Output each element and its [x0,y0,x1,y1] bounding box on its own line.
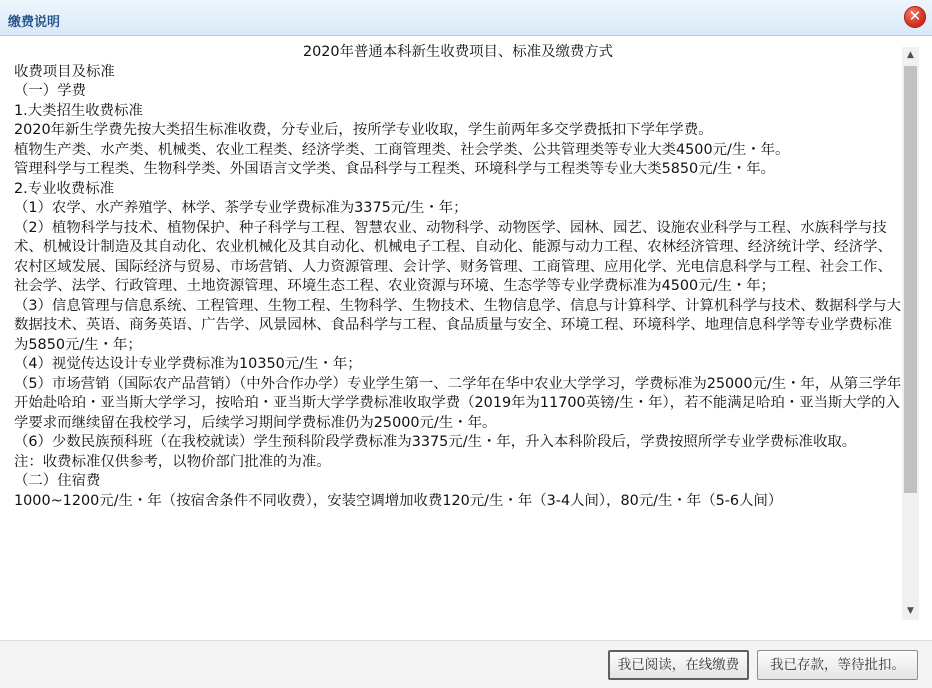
scroll-up-arrow-icon[interactable]: ▲ [907,50,914,60]
paragraph: 收费项目及标准 [14,63,115,80]
dialog-content [0,37,932,640]
scroll-down-arrow-icon[interactable]: ▼ [907,606,914,616]
dialog-title: 缴费说明 [8,15,61,30]
paragraph: （1）农学、水产养殖学、林学、茶学专业学费标准为3375元/生・年； [14,200,468,216]
paragraph: 1000~1200元/生・年（按宿舍条件不同收费），安装空调增加收费120元/生・年（3-4人间），80元/生・年（5-6人间） [14,492,783,509]
paragraph: 植物生产类、水产类、机械类、农业工程类、经济学类、工商管理类、社会学类、公共管理类等专业大类4500元/生・年。 [14,141,790,158]
dialog-footer [0,640,932,688]
paragraph: （二）住宿费 [14,473,101,489]
document-title: 2020年普通本科新生收费项目、标准及缴费方式 [302,44,614,60]
dialog-titlebar [0,0,932,36]
paragraph: 1.大类招生收费标准 [14,102,143,119]
pay-online-button[interactable]: 我已阅读，在线缴费 [608,650,749,680]
paragraph: （3）信息管理与信息系统、工程管理、生物工程、生物科学、生物技术、生物信息学、信息与计算科学、计算机科学与技术、数据科学与大数据技术、英语、商务英语、广告学、风景园林、食品科学与工程、食品质量与安全、环境工程、环境科学、地理信息科学等专业学费标准为5850元/生・年； [14,297,901,353]
paragraph: （6）少数民族预科班（在我校就读）学生预科阶段学费标准为3375元/生・年，升入本科阶段后，学费按照所学专业学费标准收取。 [14,434,857,450]
scrollbar-thumb[interactable] [904,66,917,493]
vertical-scrollbar[interactable] [902,47,919,620]
paragraph: （5）市场营销（国际农产品营销）（中外合作办学）专业学生第一、二学年在华中农业大学学习，学费标准为25000元/生・年，从第三学年开始赴哈珀・亚当斯大学学习，按哈珀・亚当斯大学学费标准收取学费（2019年为11700英镑/生・年），若不能满足哈珀・亚当斯大学的入学要求而继续留在我校学习，后续学习期间学费标准仍为25000元/生・年。 [14,375,902,431]
fee-notice-text[interactable] [14,43,902,619]
paragraph: 管理科学与工程类、生物科学类、外国语言文学类、食品科学与工程类、环境科学与工程类等专业大类5850元/生・年。 [14,161,776,177]
paragraph: 2020年新生学费先按大类招生标准收费，分专业后，按所学专业收取，学生前两年多交学费抵扣下学年学费。 [14,122,713,138]
close-icon: ✕ [908,7,922,25]
paragraph: 注：收费标准仅供参考，以物价部门批准的为准。 [14,453,331,470]
paragraph: （4）视觉传达设计专业学费标准为10350元/生・年； [14,356,362,372]
paragraph: （一）学费 [14,83,86,99]
deposited-waiting-button[interactable]: 我已存款，等待批扣。 [757,650,918,680]
paragraph: 2.专业收费标准 [14,180,115,197]
close-button[interactable] [904,6,926,28]
paragraph: （2）植物科学与技术、植物保护、种子科学与工程、智慧农业、动物科学、动物医学、园林、园艺、设施农业科学与工程、水族科学与技术、机械设计制造及其自动化、农业机械化及其自动化、机械电子工程、自动化、能源与动力工程、农林经济管理、经济统计学、经济学、农村区域发展、国际经济与贸易、市场营销、人力资源管理、会计学、财务管理、工商管理、应用化学、光电信息科学与工程、社会工作、社会学、法学、行政管理、土地资源管理、环境生态工程、农业资源与环境、生态学等专业学费标准为4500元/生・年； [14,219,892,294]
